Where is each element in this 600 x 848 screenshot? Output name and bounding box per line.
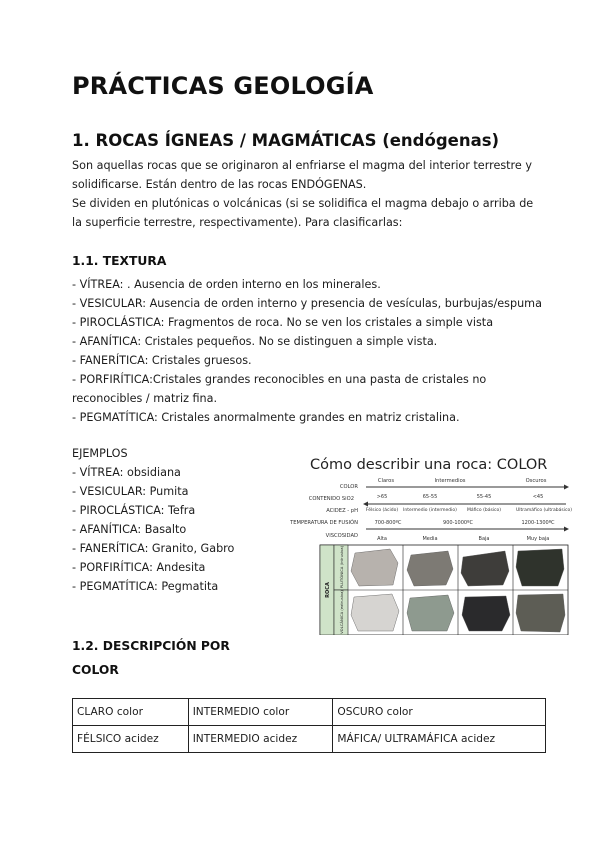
list-item: - AFANÍTICA: Cristales pequeños. No se distinguen a simple vista. — [72, 335, 438, 348]
plutonic-label: PLUTÓNICA (intrusiva) — [339, 545, 344, 589]
list-item: - VESICULAR: Pumita — [72, 485, 189, 498]
acidez-label: Máfico (básico) — [466, 508, 502, 513]
rock-sample-ultramafic-plutonic — [516, 549, 564, 586]
intro-paragraph: Son aquellas rocas que se originaron al enfriarse el magma del interior terrestre y solidificarse. Están dentro de las rocas ENDÓGENAS. — [72, 159, 532, 191]
rock-color-diagram — [262, 445, 600, 635]
sio2-value: <45 — [532, 494, 544, 500]
list-item: - FANERÍTICA: Granito, Gabro — [72, 542, 235, 555]
temp-label: 700-800ºC — [374, 520, 402, 526]
color-header-oscuros: Oscuros — [525, 478, 547, 484]
texture-list — [72, 275, 552, 427]
table-cell: MÁFICA/ ULTRAMÁFICA acidez — [333, 726, 546, 753]
section-intro — [72, 156, 542, 232]
viscosity-label: Baja — [478, 536, 490, 542]
rock-sample-mafic-volcanic — [462, 596, 510, 631]
figure-title: Cómo describir una roca: COLOR — [310, 457, 548, 473]
rock-sample-ultramafic-volcanic — [516, 594, 565, 632]
table-cell: FÉLSICO acidez — [73, 726, 189, 753]
row-label-color: COLOR — [339, 484, 358, 490]
acidez-label: Félsico (ácido) — [365, 508, 399, 513]
sio2-value: 65-55 — [422, 494, 438, 500]
temp-label: 900-1000ºC — [443, 520, 473, 526]
section-heading-rocas-igneas: 1. ROCAS ÍGNEAS / MAGMÁTICAS (endógenas) — [72, 131, 500, 150]
row-label-temperatura: TEMPERATURA DE FUSIÓN — [290, 520, 358, 526]
roca-label: ROCA — [325, 582, 331, 598]
arrow-head-icon — [564, 485, 569, 490]
table-cell: INTERMEDIO acidez — [188, 726, 333, 753]
rock-sample-felsic-volcanic — [351, 594, 399, 631]
arrow-head-icon — [564, 527, 569, 532]
table-row — [73, 699, 546, 726]
document-title: PRÁCTICAS GEOLOGÍA — [72, 72, 374, 100]
list-item: - PORFIRÍTICA: Andesita — [72, 561, 206, 574]
arrow-head-icon — [363, 502, 368, 507]
acidez-label: Intermedio (intermedio) — [403, 508, 457, 513]
list-item: - PORFIRÍTICA:Cristales grandes reconocibles en una pasta de cristales no reconocibles / matriz fina. — [72, 373, 487, 405]
sio2-value: >65 — [376, 494, 388, 500]
table-row — [73, 726, 546, 753]
row-label-sio2: CONTENIDO SiO2 — [308, 496, 354, 502]
viscosity-label: Media — [422, 536, 438, 542]
list-item: - PEGMATÍTICA: Cristales anormalmente grandes en matriz cristalina. — [72, 411, 460, 424]
rock-sample-mafic-plutonic — [461, 551, 509, 586]
subsection-heading-textura: 1.1. TEXTURA — [72, 254, 167, 268]
row-label-acidez: ACIDEZ - pH — [326, 508, 358, 514]
acidez-label: Ultramáfico (ultrabásico) — [516, 508, 572, 513]
list-item: - PIROCLÁSTICA: Fragmentos de roca. No se ven los cristales a simple vista — [72, 316, 494, 329]
intro-paragraph: Se dividen en plutónicas o volcánicas (si se solidifica el magma debajo o arriba de la superficie terrestre, respectivamente). Para clasificarlas: — [72, 197, 534, 229]
table-cell: OSCURO color — [333, 699, 546, 726]
list-item: - VESICULAR: Ausencia de orden interno y presencia de vesículas, burbujas/espuma — [72, 297, 542, 310]
rock-sample-intermediate-plutonic — [407, 551, 453, 586]
list-item: - VÍTREA: obsidiana — [72, 466, 181, 479]
table-cell: CLARO color — [73, 699, 189, 726]
temp-label: 1200-1300ºC — [521, 520, 555, 526]
examples-list — [72, 444, 234, 596]
list-item: - PIROCLÁSTICA: Tefra — [72, 504, 196, 517]
volcanic-label: VOLCÁNICA (extrusiva) — [339, 590, 344, 634]
rock-color-figure — [262, 445, 600, 635]
list-item: - VÍTREA: . Ausencia de orden interno en los minerales. — [72, 278, 381, 291]
subsection-heading-color: 1.2. DESCRIPCIÓN POR COLOR — [72, 639, 230, 677]
color-header-intermedios: Intermedios — [434, 478, 466, 484]
color-table — [72, 698, 546, 753]
viscosity-label: Muy baja — [526, 536, 550, 542]
viscosity-label: Alta — [377, 536, 387, 542]
rock-sample-intermediate-volcanic — [407, 595, 454, 631]
row-label-viscosidad: VISCOSIDAD — [325, 533, 358, 539]
table-cell: INTERMEDIO color — [188, 699, 333, 726]
list-item: - PEGMATÍTICA: Pegmatita — [72, 580, 219, 593]
list-item: - FANERÍTICA: Cristales gruesos. — [72, 354, 252, 367]
sio2-value: 55-45 — [476, 494, 492, 500]
examples-heading: EJEMPLOS — [72, 447, 128, 460]
color-header-claros: Claros — [377, 478, 395, 484]
rock-sample-felsic-plutonic — [351, 549, 398, 586]
list-item: - AFANÍTICA: Basalto — [72, 523, 187, 536]
